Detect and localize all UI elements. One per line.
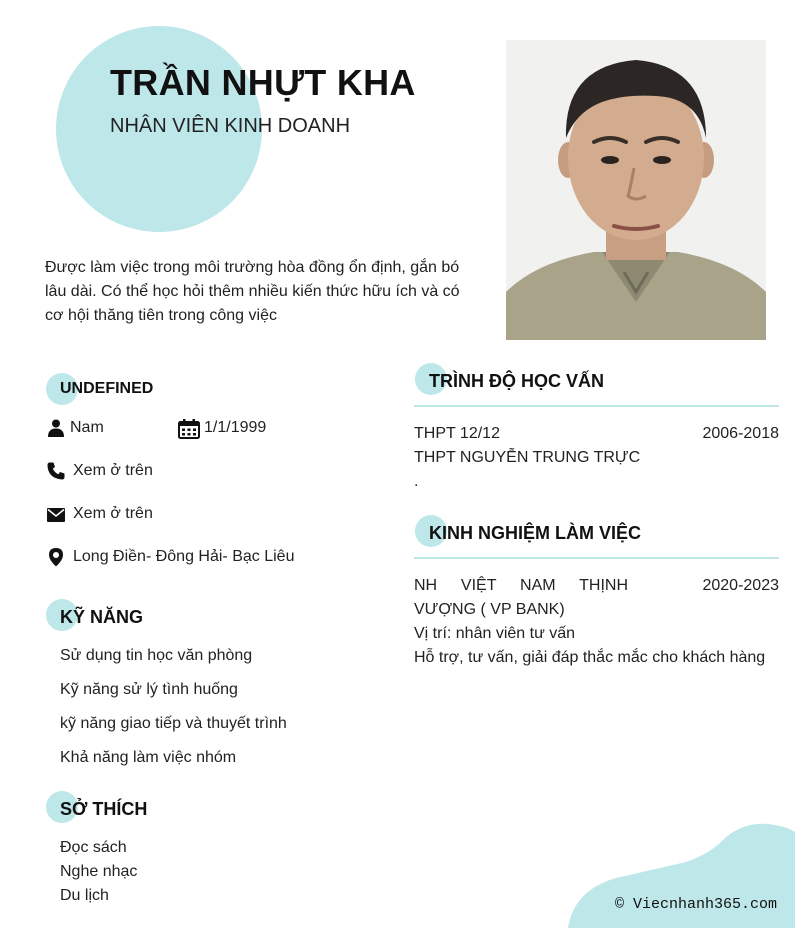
mail-icon (46, 505, 66, 525)
personal-info-heading: UNDEFINED (60, 380, 154, 397)
experience-company-cont: VƯỢNG ( VP BANK) (414, 601, 565, 618)
experience-position: Vị trí: nhân viên tư vấn (414, 625, 576, 642)
location-pin-icon (46, 547, 66, 567)
experience-period: 2020-2023 (702, 577, 779, 594)
birthday-value: 1/1/1999 (204, 419, 267, 436)
hobby-item: Nghe nhạc (60, 863, 138, 880)
email-value: Xem ở trên (73, 505, 153, 522)
education-period: 2006-2018 (702, 425, 779, 442)
section-divider (414, 557, 779, 559)
skill-item: kỹ năng giao tiếp và thuyết trình (60, 715, 287, 732)
experience-description: Hỗ trợ, tư vấn, giải đáp thắc mắc cho khách hàng (414, 649, 766, 666)
hobbies-heading: SỞ THÍCH (60, 799, 148, 819)
hobby-item: Đọc sách (60, 839, 127, 856)
person-icon (46, 418, 66, 438)
career-objective: Được làm việc trong môi trường hòa đồng ổn định, gắn bó lâu dài. Có thể học hỏi thêm nhiều kiến thức hữu ích và có cơ hội thăng tiên trong công việc (45, 259, 460, 324)
hobby-item: Du lịch (60, 887, 109, 904)
education-degree: THPT 12/12 (414, 425, 500, 442)
profile-photo (506, 40, 766, 340)
skill-item: Khả năng làm việc nhóm (60, 749, 237, 766)
experience-company: NH VIỆT NAM THỊNH (414, 577, 628, 594)
education-school: THPT NGUYỄN TRUNG TRỰC (414, 449, 641, 466)
footer-watermark: © Viecnhanh365.com (615, 896, 778, 913)
gender-value: Nam (70, 419, 104, 436)
education-note: . (414, 473, 419, 490)
candidate-name: TRẦN NHỰT KHA (110, 62, 416, 103)
phone-icon (46, 461, 66, 481)
skill-item: Sử dụng tin học văn phòng (60, 647, 253, 664)
skill-item: Kỹ năng sử lý tình huống (60, 681, 238, 698)
job-title: NHÂN VIÊN KINH DOANH (110, 115, 351, 137)
address-value: Long Điền- Đông Hải- Bạc Liêu (73, 548, 295, 565)
section-divider (414, 405, 779, 407)
experience-heading: KINH NGHIỆM LÀM VIỆC (429, 523, 642, 543)
education-heading: TRÌNH ĐỘ HỌC VẤN (429, 371, 604, 391)
skills-heading: KỸ NĂNG (60, 607, 144, 627)
calendar-icon (178, 419, 200, 439)
phone-value: Xem ở trên (73, 462, 153, 479)
